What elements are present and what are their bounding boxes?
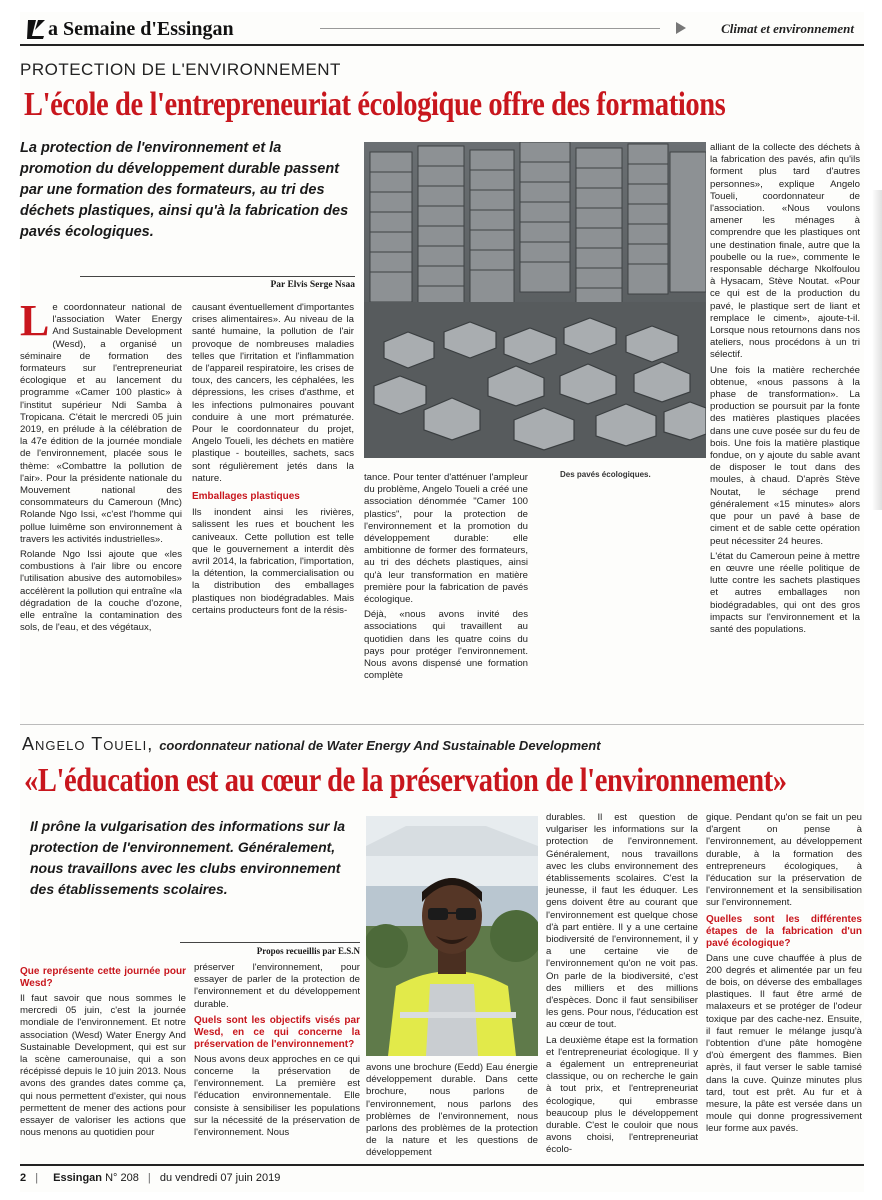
paragraph: La deuxième étape est la formation et l'entrepreneuriat écologique. Il y a également un entrepreneuriat classique, ou on recherche le gain à tout prix, et l'entrepreneuriat écologique, qui embrasse beaucoup plus le développement durable. C'est le couloir que nous avons choisi, l'entrepreneuriat écolo- [546, 1034, 698, 1156]
article1-lead: La protection de l'environnement et la promotion du développement durable passent par une formation des formateurs, au tri des déchets plastiques, ainsi qu'à la fabrication des pavés écologiques. [20, 140, 349, 240]
paragraph: Dans une cuve chauffée à plus de 200 degrés et alimentée par un feu de bois, on déverse des emballages plastiques. Il faut être armé de malaxeurs et se protéger de l'odeur toxique par des cache-nez. Ensuite, il faut remuer le mélange jusqu'à l'obtention d'une pâte homogène d'où émergent des flammes. Bien après, il faut verser le sable tamisé dans la cuve. Quinze minutes plus tard, tout est prêt. Au fur et à mesure, la pâte est versée dans un moule qui donne progressivement leur forme aux pavés. [706, 952, 862, 1135]
article2-column-1 [20, 962, 186, 1142]
paragraph: L'état du Cameroun peine à mettre en œuvre une réelle politique de lutte contre les sachets plastiques et autres emballages non biodégradables, qui ont des gros impacts sur l'environnement et la santé des populations. [710, 550, 860, 635]
paragraph: Déjà, «nous avons invité des associations qui travaillent au quotidien dans les quatre coins du pays pour protéger l'environnement. Nous avons dispensé une formation complète [364, 609, 528, 682]
issue-date: du vendredi 07 juin 2019 [159, 1172, 281, 1184]
masthead [20, 12, 864, 46]
paragraph: causant éventuellement d'importantes crises alimentaires». Au niveau de la santé humaine, la pollution de l'air provoque de nombreuses maladies telles que l'irritation et l'inflammation de l'appareil respiratoire, les crises de toux, des cancers, les céphalées, les dépressions, les crises d'asthme, et les infections pulmonaires pouvant conduire à une mort prématurée. Pour le coordonnateur du projet, Angelo Toueli, les déchets en matière plastique - bouteilles, sachets, sacs sont régulièrement jetés dans la nature. [192, 302, 354, 484]
issue-number: N° 208 [105, 1172, 139, 1184]
paragraph: Une fois la matière recherchée obtenue, «nous passons à la phase de transformation». La production se poursuit par la fonte des matières plastiques placées dans une cuve posée sur du feu de bois. Une fois la matière plastique fondue, on y ajoute du sable avant de disposer le tout dans des moules, à chaud. D'après Stève Noutat, le séchage prend généralement «15 minutes» alors que pour un pavé à base de ciment et de sable cette opération peut nécessiter 24 heures. [710, 364, 860, 547]
photo-caption: Des pavés écologiques. [560, 470, 651, 479]
article2-byline: Propos recueillis par E.S.N [180, 942, 360, 956]
paragraph: gique. Pendant qu'on se fait un peu d'argent on pense à l'environnement, au développement durable, à la formation des entrepreneurs écologiques, à l'éducation sur la préservation de l'environnement et la sensibilisation sur l'environnement. [706, 812, 862, 909]
page-footer [20, 1164, 864, 1192]
article2-column-5 [706, 812, 862, 1139]
paragraph: e coordonnateur national de l'association Water Energy And Sustainable Development (Wesd), a organisé un séminaire de formation des formateurs sur l'entrepreneuriat écologique et au lancement du programme «Camer 100 plastic» à l'institut supérieur Ndi Samba à Tropicana. C'était le mercredi 05 juin 2019, en prélude à la célébration de la 47e édition de la journée mondiale de l'environnement, placée sous le thème: «Combattre la pollution de l'air». Pour la présidente nationale du Mouvement national des consommateurs du Cameroun (Mnc) Rolande Ngo Issi, «c'est l'homme qui pollue luimême son environnement à travers les activités industrielles». [20, 302, 182, 545]
article1-column-2 [192, 302, 354, 620]
portrait-illustration-icon [366, 816, 538, 1056]
article1-kicker: PROTECTION DE L'ENVIRONNEMENT [20, 60, 341, 79]
article1-subhead: Emballages plastiques [192, 491, 300, 503]
article2-column-4 [546, 812, 698, 1160]
article1-column-4 [710, 142, 860, 639]
paragraph: préserver l'environnement, pour essayer de parler de la protection de l'environnement et du développement durable. [194, 962, 360, 1010]
paragraph: alliant de la collecte des déchets à la fabrication des pavés, afin qu'ils forment plus tard d'autres personnes», explique Angelo Toueli, coordonnateur de l'association. «Nous voulons amener les ménages à comprendre que les plastiques ont une destination finale, autre que la poubelle ou la rue», commente le responsable décharge Nkolfoulou à Hysacam, Stève Noutat. «Pour ce qui est de la production du pavé, le plastique sert de liant et remplace le ciment», ajoute-t-il. Lorsque nous retournons dans nos ateliers, nous procédons à un tri sélectif. [710, 142, 860, 361]
section-arrow-icon [676, 22, 686, 34]
paragraph: tance. Pour tenter d'atténuer l'ampleur du problème, Angelo Toueli a créé une association dénommée "Camer 100 plastics", pour la protection de l'environnement et la promotion du développement durable: elle ambitionne de former des formateurs, au tri des déchets plastiques, ainsi qu'à leur transformation en matière première pour la fabrication de pavés écologique. [364, 472, 528, 606]
article2-column-2 [194, 962, 360, 1142]
dropcap: L [20, 296, 50, 345]
paragraph: Rolande Ngo Issi ajoute que «les combustions à l'air libre ou encore l'utilisation abusive des automobiles» accélèrent la pollution qui entraîne «la dégradation de la couche d'ozone, elle entraîne la contamination des sols, de l'eau, et des végétaux, [20, 549, 182, 634]
portrait-photo [366, 816, 538, 1056]
pavers-illustration-icon [364, 142, 706, 458]
footer-separator: | [35, 1172, 39, 1184]
paragraph: durables. Il est question de vulgariser les informations sur la protection de l'environnement. Généralement, nous travaillons avec les clubs environnement des établissements scolaires. C'est la jeunesse, il faut les éduquer. Les gens doivent être au courant que l'environnement est quelque chose d'à part entière. Il y a une certaine biodiversité de l'environnement, il y a une certaine vie de l'environnement qu'on ne voit pas. On parle de la biodiversité, c'est des milliers et des millions d'espèces. Donc il faut sensibiliser les gens. Pour nous, l'éducation est au cœur de tout. [546, 812, 698, 1031]
article1-column-1 [20, 296, 182, 637]
article1-column-3 [364, 472, 528, 685]
article2-headline: «L'éducation est au cœur de la préservation de l'environnement» [24, 762, 787, 799]
interviewee-role: coordonnateur national de Water Energy And Sustainable Development [159, 738, 601, 753]
interviewee-name: Angelo Toueli, [22, 734, 154, 754]
masthead-rule [320, 28, 660, 29]
paragraph: Il faut savoir que nous sommes le mercredi 05 juin, c'est la journée mondiale de l'environnement. Et notre association (Wesd) Water Energy And Sustainable Development, qui est sur la scène camerounaise, qui a son récépissé depuis le 10 juin 2013. Nous avons des grandes dates comme ça, qui nous permettent d'exister, qui nous permettent de mener des actions pour essayer de valoriser les actions que nous menons au quotidien pour [20, 993, 186, 1139]
page-number: 2 [20, 1172, 27, 1184]
article-divider [20, 724, 864, 725]
interview-question: Que représente cette journée pour Wesd? [20, 966, 186, 989]
article2-kicker [22, 734, 601, 755]
paragraph: Nous avons deux approches en ce qui concerne la préservation de l'environnement. La première est l'éducation environnementale. Elle consiste à sensibiliser les populations sur la nécessité de la préservation de l'environnement. Nous [194, 1053, 360, 1139]
masthead-title: a Semaine d'Essingan [48, 18, 234, 40]
pavers-photo [364, 142, 706, 458]
article1-headline: L'école de l'entrepreneuriat écologique offre des formations [24, 86, 726, 123]
page-edge-shadow [872, 190, 882, 510]
interview-question: Quels sont les objectifs visés par Wesd, en ce qui concerne la préservation de l'environnement? [194, 1014, 360, 1050]
article2-column-3 [366, 1062, 538, 1163]
footer-brand: Essingan [53, 1172, 103, 1184]
paragraph: Ils inondent ainsi les rivières, salissent les rues et bouchent les caniveaux. Cette pollution est telle que le gouvernement a interdit dès avril 2014, la fabrication, l'importation, la détention, la commercialisation ou la distribution des emballages plastiques non biodégradables. Mais certains producteurs font de la résis- [192, 507, 354, 616]
footer-separator: | [147, 1172, 151, 1184]
article2-lead: Il prône la vulgarisation des informations sur la protection de l'environnement. Généralement, nous travaillons avec les clubs environnement des établissements scolaires. [30, 818, 346, 897]
interview-question: Quelles sont les différentes étapes de la fabrication d'un pavé écologique? [706, 913, 862, 949]
masthead-logo-icon [26, 18, 46, 40]
paragraph: avons une brochure (Eedd) Eau énergie développement durable. Dans cette brochure, nous parlons de l'environnement, nous parlons des problèmes de l'environnement, nous parlons des problèmes de la protection de la nature et les questions de développement [366, 1062, 538, 1159]
section-label: Climat et environnement [721, 21, 854, 36]
article1-byline: Par Elvis Serge Nsaa [80, 276, 355, 290]
newspaper-page [20, 12, 864, 1192]
